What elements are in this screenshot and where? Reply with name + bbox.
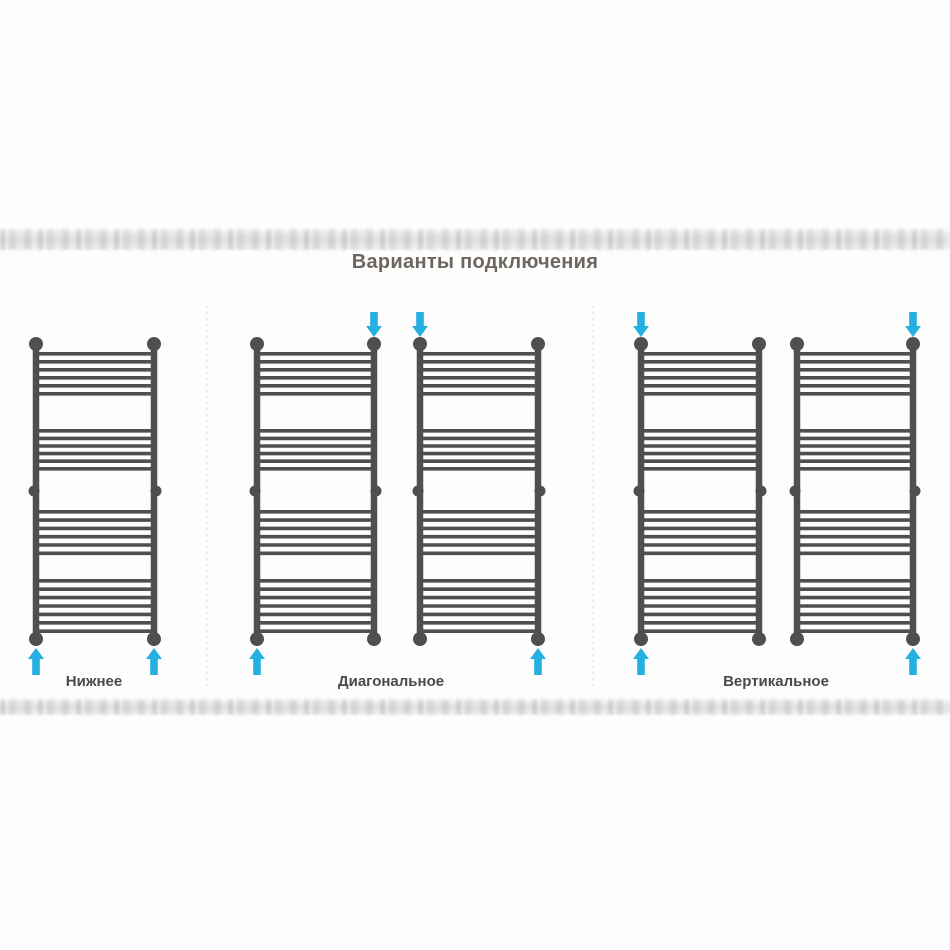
side-boss <box>790 486 801 497</box>
side-boss <box>634 486 645 497</box>
crossbar <box>420 352 538 356</box>
corner-cap <box>906 632 920 646</box>
crossbar <box>797 384 913 388</box>
crossbar <box>420 621 538 625</box>
crossbar <box>420 384 538 388</box>
crossbar <box>36 604 154 608</box>
crossbar <box>641 437 759 441</box>
radiator-diagonal-top-right <box>249 312 382 675</box>
crossbar <box>36 437 154 441</box>
crossbar <box>420 510 538 514</box>
crossbar <box>257 352 374 356</box>
inlet-arrow-up-icon <box>146 648 162 675</box>
crossbar <box>36 459 154 463</box>
corner-cap <box>752 337 766 351</box>
crossbar <box>420 467 538 471</box>
crossbar <box>36 384 154 388</box>
radiator-bottom-connection <box>28 337 162 675</box>
crossbar <box>36 368 154 372</box>
crossbar <box>36 596 154 600</box>
corner-cap <box>250 632 264 646</box>
crossbar <box>36 621 154 625</box>
inlet-arrow-down-icon <box>412 312 428 337</box>
crossbar <box>420 527 538 531</box>
corner-cap <box>29 337 43 351</box>
side-boss <box>756 486 767 497</box>
radiator-diagonal-top-left <box>412 312 546 675</box>
crossbar <box>420 613 538 617</box>
crossbar <box>257 467 374 471</box>
inlet-arrow-down-icon <box>633 312 649 337</box>
crossbar <box>641 543 759 547</box>
crossbar <box>257 579 374 583</box>
label-bottom-connection: Нижнее <box>65 673 123 690</box>
crossbar <box>797 613 913 617</box>
crossbar <box>797 579 913 583</box>
crossbar <box>420 444 538 448</box>
inlet-arrow-up-icon <box>530 648 546 675</box>
label-vertical-connection: Вертикальное <box>723 673 829 690</box>
crossbar <box>797 535 913 539</box>
crossbar <box>36 587 154 591</box>
crossbar <box>420 376 538 380</box>
crossbar <box>257 444 374 448</box>
inlet-arrow-up-icon <box>28 648 44 675</box>
crossbar <box>797 437 913 441</box>
crossbar <box>36 352 154 356</box>
crossbar <box>641 579 759 583</box>
crossbar <box>36 629 154 633</box>
crossbar <box>420 579 538 583</box>
crossbar <box>257 376 374 380</box>
crossbar <box>420 392 538 396</box>
crossbar <box>257 429 374 433</box>
label-diagonal-connection: Диагональное <box>337 673 445 690</box>
crossbar <box>797 452 913 456</box>
crossbar <box>797 352 913 356</box>
crossbar <box>420 596 538 600</box>
crossbar <box>797 392 913 396</box>
crossbar <box>420 552 538 556</box>
crossbar <box>641 535 759 539</box>
crossbar <box>641 360 759 364</box>
crossbar <box>36 543 154 547</box>
crossbar <box>797 518 913 522</box>
crossbar <box>420 604 538 608</box>
crossbar <box>257 613 374 617</box>
crossbar <box>257 543 374 547</box>
crossbar <box>36 552 154 556</box>
crossbar <box>641 467 759 471</box>
crossbar <box>641 613 759 617</box>
crossbar <box>641 368 759 372</box>
crossbar <box>797 368 913 372</box>
crossbar <box>797 587 913 591</box>
crossbar <box>641 452 759 456</box>
corner-cap <box>367 632 381 646</box>
crossbar <box>36 392 154 396</box>
crossbar <box>797 459 913 463</box>
crossbar <box>797 429 913 433</box>
crossbar <box>36 452 154 456</box>
crossbar <box>797 360 913 364</box>
crossbar <box>257 552 374 556</box>
crossbar <box>257 587 374 591</box>
side-boss <box>29 486 40 497</box>
side-boss <box>413 486 424 497</box>
crossbar <box>420 459 538 463</box>
crossbar <box>797 552 913 556</box>
corner-cap <box>29 632 43 646</box>
crossbar <box>797 629 913 633</box>
crossbar <box>641 518 759 522</box>
corner-cap <box>147 337 161 351</box>
crossbar <box>257 452 374 456</box>
radiator-vertical-right <box>790 312 922 675</box>
crossbar <box>36 376 154 380</box>
crossbar <box>36 429 154 433</box>
corner-cap <box>367 337 381 351</box>
corner-cap <box>634 337 648 351</box>
crossbar <box>257 368 374 372</box>
crossbar <box>36 360 154 364</box>
crossbar <box>797 444 913 448</box>
blurred-content-strip-bottom <box>0 699 950 715</box>
crossbar <box>641 621 759 625</box>
side-boss <box>151 486 162 497</box>
crossbar <box>641 376 759 380</box>
crossbar <box>420 518 538 522</box>
corner-cap <box>906 337 920 351</box>
crossbar <box>641 527 759 531</box>
crossbar <box>641 596 759 600</box>
crossbar <box>797 604 913 608</box>
crossbar <box>641 587 759 591</box>
corner-cap <box>413 337 427 351</box>
crossbar <box>420 587 538 591</box>
corner-cap <box>752 632 766 646</box>
crossbar <box>36 527 154 531</box>
crossbar <box>420 452 538 456</box>
crossbar <box>257 510 374 514</box>
side-boss <box>371 486 382 497</box>
crossbar <box>797 527 913 531</box>
corner-cap <box>790 337 804 351</box>
crossbar <box>641 552 759 556</box>
crossbar <box>641 444 759 448</box>
side-boss <box>535 486 546 497</box>
crossbar <box>257 596 374 600</box>
crossbar <box>257 629 374 633</box>
crossbar <box>36 613 154 617</box>
crossbar <box>257 527 374 531</box>
corner-cap <box>250 337 264 351</box>
corner-cap <box>531 632 545 646</box>
crossbar <box>641 629 759 633</box>
crossbar <box>797 376 913 380</box>
corner-cap <box>413 632 427 646</box>
crossbar <box>257 535 374 539</box>
corner-cap <box>147 632 161 646</box>
crossbar <box>641 384 759 388</box>
crossbar <box>36 518 154 522</box>
crossbar <box>641 392 759 396</box>
corner-cap <box>634 632 648 646</box>
crossbar <box>420 429 538 433</box>
crossbar <box>641 510 759 514</box>
radiator-vertical-left <box>633 312 767 675</box>
crossbar <box>641 604 759 608</box>
crossbar <box>420 629 538 633</box>
crossbar <box>797 621 913 625</box>
crossbar <box>36 444 154 448</box>
crossbar <box>797 596 913 600</box>
crossbar <box>797 510 913 514</box>
crossbar <box>257 604 374 608</box>
crossbar <box>797 543 913 547</box>
inlet-arrow-up-icon <box>905 648 921 675</box>
inlet-arrow-up-icon <box>249 648 265 675</box>
side-boss <box>910 486 921 497</box>
crossbar <box>641 352 759 356</box>
corner-cap <box>531 337 545 351</box>
crossbar <box>641 459 759 463</box>
crossbar <box>257 518 374 522</box>
diagram-title: Варианты подключения <box>351 251 599 273</box>
crossbar <box>257 437 374 441</box>
crossbar <box>36 579 154 583</box>
crossbar <box>420 360 538 364</box>
crossbar <box>36 467 154 471</box>
crossbar <box>257 360 374 364</box>
crossbar <box>36 535 154 539</box>
side-boss <box>250 486 261 497</box>
corner-cap <box>790 632 804 646</box>
crossbar <box>420 368 538 372</box>
crossbar <box>36 510 154 514</box>
crossbar <box>257 621 374 625</box>
crossbar <box>641 429 759 433</box>
crossbar <box>257 384 374 388</box>
crossbar <box>420 437 538 441</box>
inlet-arrow-down-icon <box>366 312 382 337</box>
crossbar <box>797 467 913 471</box>
crossbar <box>257 392 374 396</box>
crossbar <box>420 535 538 539</box>
inlet-arrow-up-icon <box>633 648 649 675</box>
crossbar <box>420 543 538 547</box>
inlet-arrow-down-icon <box>905 312 921 337</box>
crossbar <box>257 459 374 463</box>
